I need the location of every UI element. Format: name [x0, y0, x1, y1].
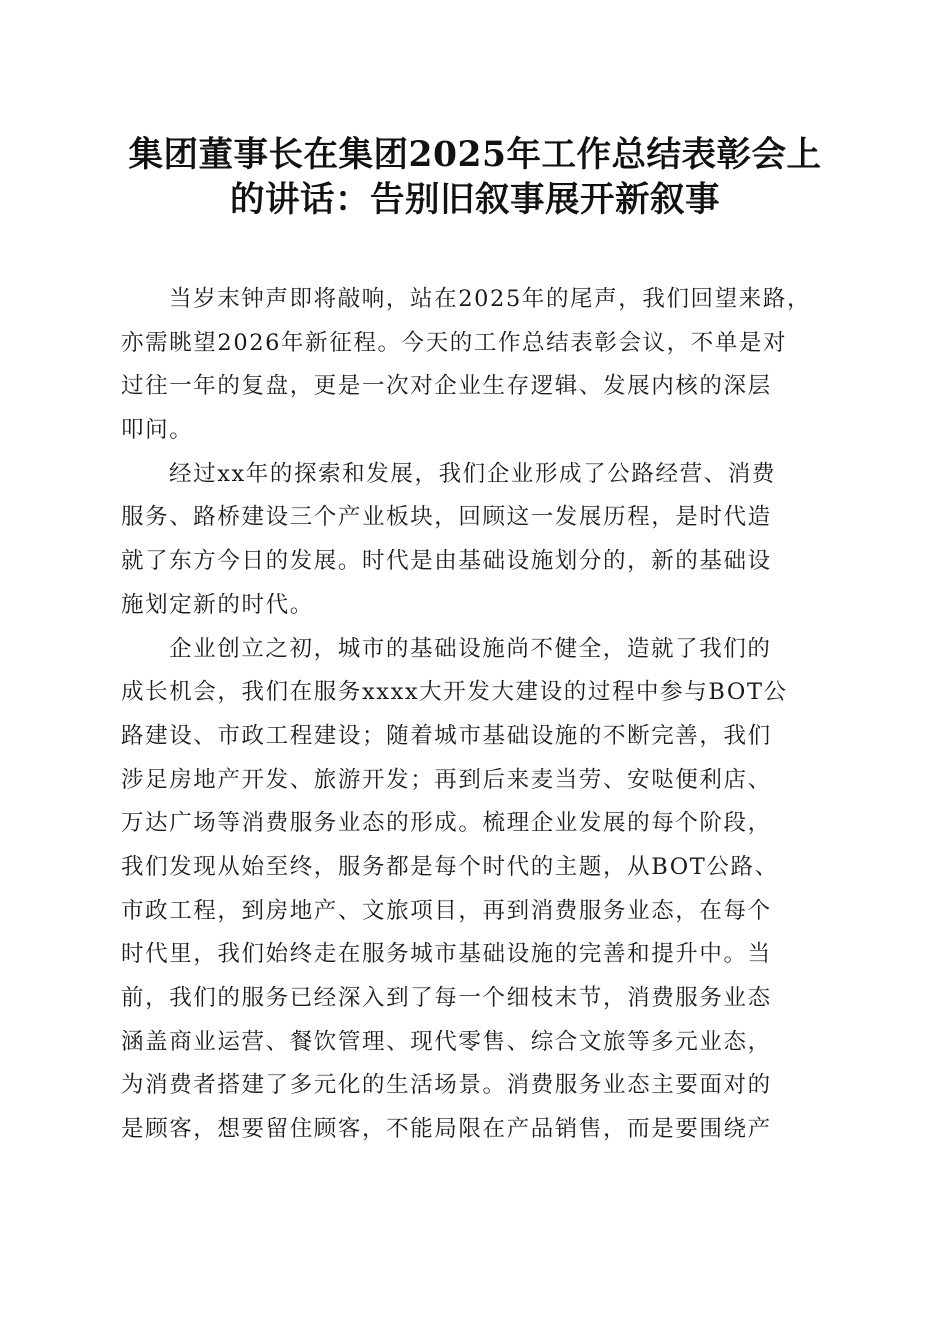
text-line: 我们发现从始至终，服务都是每个时代的主题，从BOT公路、 — [121, 853, 779, 880]
text-line: 就了东方今日的发展。时代是由基础设施划分的，新的基础设 — [121, 548, 772, 575]
text-line: 是顾客，想要留住顾客，不能局限在产品销售，而是要围绕产 — [121, 1116, 772, 1143]
text-line: 服务、路桥建设三个产业板块，回顾这一发展历程，是时代造 — [121, 504, 772, 531]
text-line: 企业创立之初，城市的基础设施尚不健全，造就了我们的 — [169, 635, 772, 662]
document-body — [121, 278, 831, 1152]
text-line: 为消费者搭建了多元化的生活场景。消费服务业态主要面对的 — [121, 1072, 772, 1099]
paragraph-3 — [121, 628, 831, 1152]
text-line: 万达广场等消费服务业态的形成。梳理企业发展的每个阶段， — [121, 810, 772, 837]
title-line-1: 集团董事长在集团2025年工作总结表彰会上 — [128, 135, 822, 175]
paragraph-1 — [121, 278, 831, 453]
text-line: 当岁末钟声即将敲响，站在2025年的尾声，我们回望来路， — [169, 286, 812, 312]
paragraph-2 — [121, 453, 831, 628]
text-line: 前，我们的服务已经深入到了每一个细枝末节，消费服务业态 — [121, 985, 772, 1011]
text-line: 施划定新的时代。 — [121, 591, 314, 618]
page-title — [110, 133, 840, 223]
text-line: 路建设、市政工程建设；随着城市基础设施的不断完善，我们 — [121, 722, 772, 749]
text-line: 成长机会，我们在服务xxxx大开发大建设的过程中参与BOT公 — [121, 679, 788, 706]
text-line: 亦需眺望2026年新征程。今天的工作总结表彰会议，不单是对 — [121, 329, 788, 356]
text-line: 涵盖商业运营、餐饮管理、现代零售、综合文旅等多元业态， — [121, 1028, 772, 1055]
text-line: 叩问。 — [121, 417, 194, 444]
text-line: 过往一年的复盘，更是一次对企业生存逻辑、发展内核的深层 — [121, 373, 772, 400]
text-line: 时代里，我们始终走在服务城市基础设施的完善和提升中。当 — [121, 941, 772, 968]
text-line: 涉足房地产开发、旅游开发；再到后来麦当劳、安哒便利店、 — [121, 766, 772, 793]
text-line: 经过xx年的探索和发展，我们企业形成了公路经营、消费 — [169, 460, 776, 487]
text-line: 市政工程，到房地产、文旅项目，再到消费服务业态，在每个 — [121, 897, 772, 924]
title-line-2: 的讲话：告别旧叙事展开新叙事 — [230, 180, 720, 220]
